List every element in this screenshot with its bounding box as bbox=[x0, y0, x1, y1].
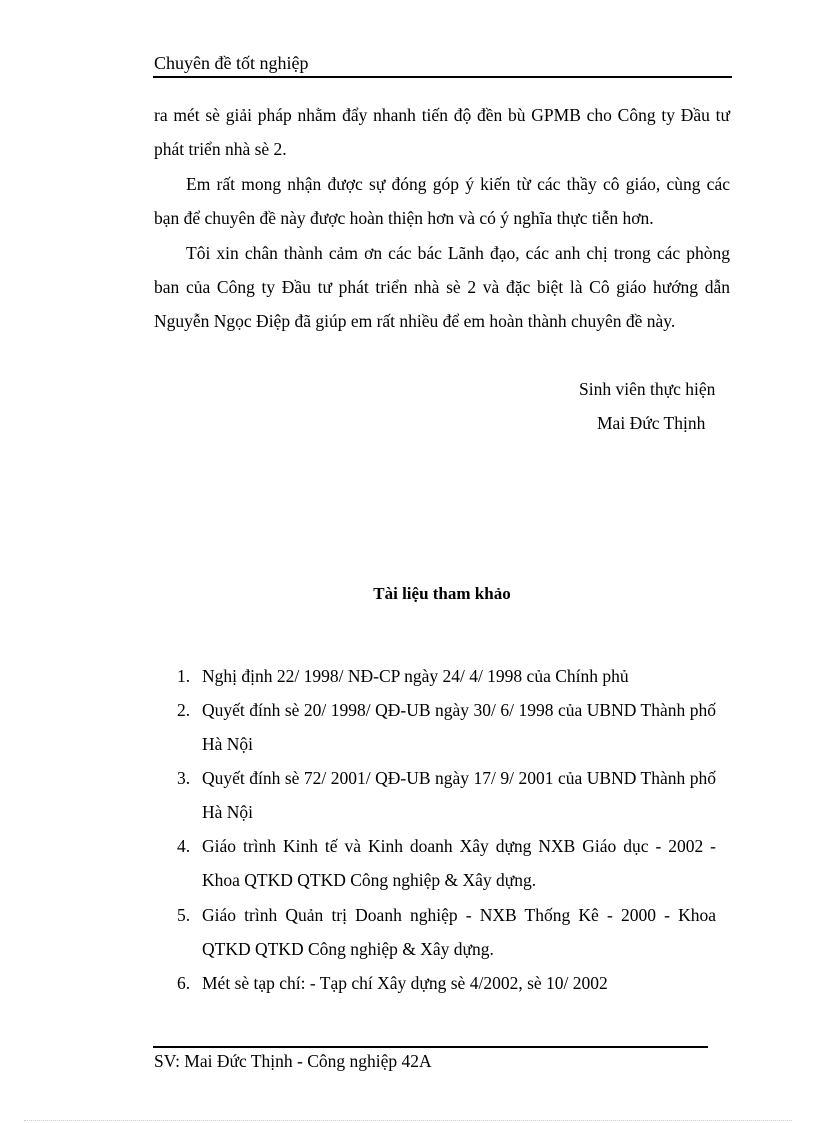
reference-number: 5. bbox=[177, 905, 191, 925]
signature-name: Mai Đức Thịnh bbox=[597, 413, 706, 433]
page-footer-text: SV: Mai Đức Thịnh - Công nghiệp 42A bbox=[154, 1051, 432, 1071]
reference-text: Giáo trình Quản trị Doanh nghiệp - NXB Thống Kê - 2000 - Khoa QTKD QTKD Công nghiệp & Xây dựng. bbox=[202, 905, 716, 959]
signature-role: Sinh viên thực hiện bbox=[579, 379, 716, 399]
reference-number: 4. bbox=[177, 836, 191, 856]
body-paragraph: Tôi xin chân thành cảm ơn các bác Lãnh đạo, các anh chị trong các phòng ban của Công ty Đầu tư phát triển nhà sè 2 và đặc biệt là Cô giáo hướng dẫn Nguyễn Ngọc Điệp đã giúp em rất nhiều để em hoàn thành chuyên đề này. bbox=[154, 243, 730, 331]
reference-text: Giáo trình Kinh tế và Kinh doanh Xây dựng NXB Giáo dục - 2002 - Khoa QTKD QTKD Công nghiệp & Xây dựng. bbox=[202, 836, 716, 890]
reference-text: Nghị định 22/ 1998/ NĐ-CP ngày 24/ 4/ 1998 của Chính phủ bbox=[202, 666, 629, 686]
reference-number: 1. bbox=[177, 666, 191, 686]
reference-text: Quyết đính sè 72/ 2001/ QĐ-UB ngày 17/ 9/ 2001 của UBND Thành phố Hà Nội bbox=[202, 768, 716, 822]
header-divider bbox=[153, 76, 732, 78]
reference-number: 6. bbox=[177, 973, 191, 993]
page-bottom-edge bbox=[24, 1120, 792, 1121]
reference-text: Quyết đính sè 20/ 1998/ QĐ-UB ngày 30/ 6/ 1998 của UBND Thành phố Hà Nội bbox=[202, 700, 716, 754]
body-paragraph: Em rất mong nhận được sự đóng góp ý kiến từ các thầy cô giáo, cùng các bạn để chuyên đề này được hoàn thiện hơn và có ý nghĩa thực tiễn hơn. bbox=[154, 174, 730, 228]
references-heading: Tài liệu tham khảo bbox=[373, 584, 511, 603]
page-header-title: Chuyên đề tốt nghiệp bbox=[154, 53, 309, 73]
reference-number: 2. bbox=[177, 700, 191, 720]
reference-number: 3. bbox=[177, 768, 191, 788]
footer-divider bbox=[153, 1046, 708, 1048]
reference-text: Mét sè tạp chí: - Tạp chí Xây dựng sè 4/2002, sè 10/ 2002 bbox=[202, 973, 608, 993]
body-paragraph: ra mét sè giải pháp nhằm đẩy nhanh tiến độ đền bù GPMB cho Công ty Đầu tư phát triển nhà sè 2. bbox=[154, 105, 730, 159]
